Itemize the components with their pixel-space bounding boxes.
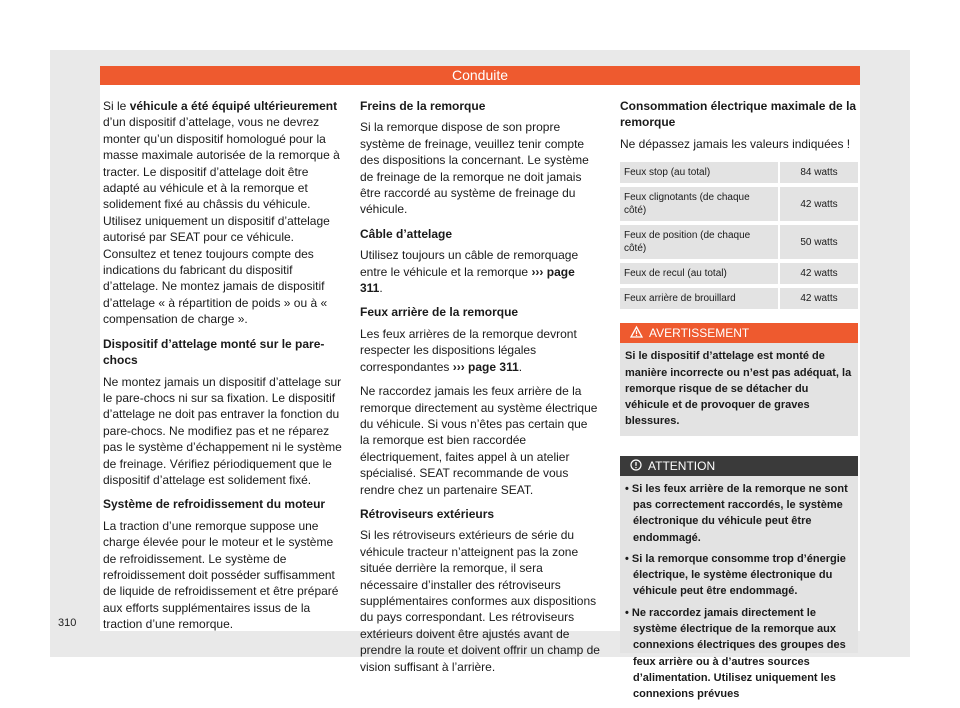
column-left — [103, 98, 343, 641]
table-cell-value: 42 watts — [778, 187, 858, 221]
rear-lights-text: Les feux arrières de la remorque devront respecter les dispositions légales correspondantes — [360, 326, 577, 374]
punctuation: . — [379, 281, 383, 296]
intro-bold: véhicule a été équipé ultérieurement — [129, 99, 338, 113]
paragraph-trailer-brakes: Si la remorque dispose de son propre système de freinage, veuillez tenir compte des dispositions la concernant. Le système de freinage de la remorque ne doit jamais être raccordé au système de freinage du véhicule. — [360, 120, 589, 217]
heading-bumper-hitch: Dispositif d’attelage monté sur le pare-chocs — [103, 336, 325, 368]
warning-triangle-icon — [630, 323, 643, 343]
attention-item: • Si la remorque consomme trop d’énergie électrique, le système électronique du véhicule peut être endommagé. — [625, 552, 846, 598]
paragraph-tow-cable — [360, 247, 600, 296]
page-reference-link[interactable]: ››› page 311 — [360, 264, 575, 296]
intro-paragraph — [103, 98, 343, 328]
intro-prefix: Si le — [103, 99, 130, 113]
heading-rear-lights: Feux arrière de la remorque — [360, 305, 519, 320]
attention-box — [620, 456, 858, 701]
attention-item-text: Si la remorque consomme trop d’énergie électrique, le système électronique du véhicule peut être endommagé. — [631, 552, 846, 598]
attention-item-text: Si les feux arrière de la remorque ne sont pas correctement raccordés, le système électronique du véhicule peut être endommagé. — [631, 482, 848, 544]
intro-text: d’un dispositif d’attelage, vous ne devrez monter qu’un dispositif homologué pour la masse maximale autorisée de la remorque à tracter. Le dispositif d’attelage doit être adapté au véhicule et à la remorque et solidement fixé au châssis du véhicule. Utilisez uniquement un dispositif d’attelage autorisé par SEAT pour ce véhicule. Consultez et tenez toujours compte des indications du fabricant du dispositif d’attelage. Ne montez jamais de dispositif d’attelage « à répartition de poids » ou à « compensation de charge ». — [103, 115, 340, 327]
warning-title: AVERTISSEMENT — [649, 326, 750, 341]
warning-header — [620, 323, 858, 343]
page-number: 310 — [58, 617, 77, 629]
table-row — [620, 263, 858, 284]
warning-box — [620, 323, 858, 435]
table-cell-label: Feux de recul (au total) — [620, 263, 778, 284]
heading-tow-cable: Câble d’attelage — [360, 226, 453, 241]
heading-power-consumption: Consommation électrique maximale de la remorque — [620, 99, 857, 130]
info-circle-icon — [630, 456, 642, 476]
attention-item: • Ne raccordez jamais directement le système électrique de la remorque aux connexions électriques des groupes des feux arrière ou à d’autres sources d’alimentation. Utilisez uniquement les connexions prévues — [625, 606, 846, 701]
table-cell-value: 50 watts — [778, 225, 858, 259]
page-reference-link[interactable]: ››› page 311 — [452, 359, 519, 374]
table-cell-label: Feux de position (de chaque côté) — [620, 225, 778, 259]
column-middle — [360, 98, 600, 683]
attention-header — [620, 456, 858, 476]
section-header: Conduite — [100, 66, 860, 85]
heading-mirrors: Rétroviseurs extérieurs — [360, 506, 495, 521]
punctuation: . — [518, 359, 523, 374]
attention-title: ATTENTION — [648, 458, 716, 473]
table-row — [620, 225, 858, 259]
warning-text: Si le dispositif d’attelage est monté de manière incorrecte ou n’est pas adéquat, la remorque risque de se détacher du véhicule et de provoquer de graves blessures. — [620, 343, 858, 435]
table-cell-value: 42 watts — [778, 288, 858, 309]
attention-item: • Si les feux arrière de la remorque ne sont pas correctement raccordés, le système électronique du véhicule peut être endommagé. — [625, 482, 848, 544]
tow-cable-text: Utilisez toujours un câble de remorquage entre le véhicule et la remorque — [360, 248, 579, 279]
paragraph-rear-lights-connection: Ne raccordez jamais les feux arrière de la remorque directement au système électrique du véhicule. Si vous n’êtes pas certain que la remorque est bien raccordée électriquement, faites appel à un atelier spécialisé. SEAT recommande de vous rendre chez un partenaire SEAT. — [360, 384, 598, 497]
table-cell-value: 84 watts — [778, 162, 858, 183]
heading-trailer-brakes: Freins de la remorque — [360, 99, 486, 113]
paragraph-bumper-hitch: Ne montez jamais un dispositif d’attelage sur le pare-chocs ni sur sa fixation. Le dispositif d’attelage ne doit pas entraver la fonction du pare-chocs. Ne modifiez pas et ne réparez pas le système d’échappement ni le système de freinage. Vérifiez périodiquement que le dispositif d’attelage est solidement fixé. — [103, 374, 342, 487]
power-table — [620, 158, 858, 313]
table-row — [620, 162, 858, 183]
attention-item-text: Ne raccordez jamais directement le système électrique de la remorque aux connexions électriques des groupes des feux arrière ou à d’autres sources d’alimentation. Utilisez uniquement les connexions prévues — [631, 606, 846, 701]
table-cell-label: Feux arrière de brouillard — [620, 288, 778, 309]
paragraph-power-consumption: Ne dépassez jamais les valeurs indiquées ! — [620, 136, 851, 151]
heading-cooling-system: Système de refroidissement du moteur — [103, 497, 326, 512]
table-cell-label: Feux stop (au total) — [620, 162, 778, 183]
table-row — [620, 288, 858, 309]
table-row — [620, 187, 858, 221]
table-cell-value: 42 watts — [778, 263, 858, 284]
paragraph-rear-lights — [360, 326, 600, 375]
table-cell-label: Feux clignotants (de chaque côté) — [620, 187, 778, 221]
column-right — [620, 98, 858, 701]
paragraph-mirrors: Si les rétroviseurs extérieurs de série du véhicule tracteur n’atteignent pas la zone située derrière la remorque, il sera nécessaire d’installer des rétroviseurs supplémentaires conformes aux dispositions du pays correspondant. Les rétroviseurs extérieurs doivent être ajustés avant de prendre la route et doivent offrir un champ de vision suffisant à l’arrière. — [360, 528, 600, 674]
attention-body — [620, 476, 858, 701]
paragraph-cooling-system: La traction d’une remorque suppose une charge élevée pour le moteur et le système de refroidissement. Le système de refroidissement doit posséder suffisamment de liquide de refroidissement et être préparé aux efforts supplémentaires issus de la traction d’une remorque. — [103, 518, 339, 632]
